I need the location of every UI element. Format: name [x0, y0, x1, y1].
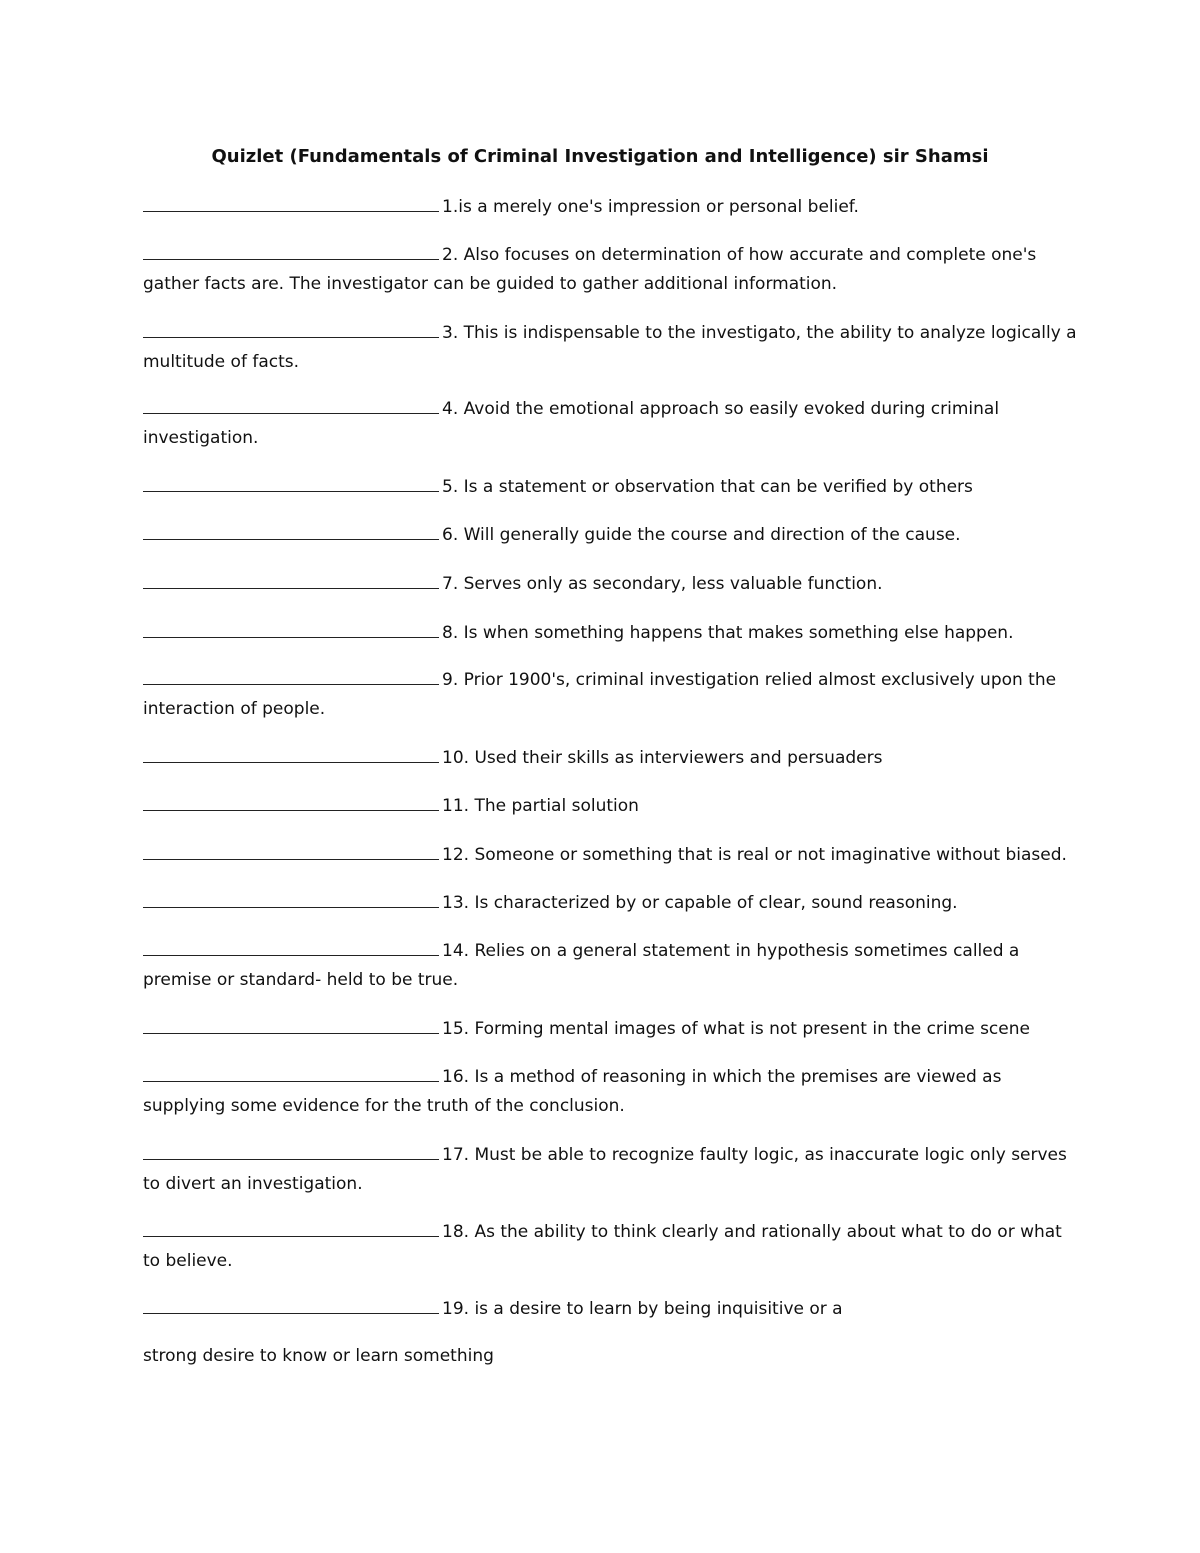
question-item [143, 471, 1058, 502]
answer-blank[interactable] [143, 839, 439, 860]
question-item [143, 664, 1058, 724]
question-item [143, 935, 1058, 995]
question-item [143, 742, 1058, 773]
question-text: 5. Is a statement or observation that can be verified by others [442, 477, 973, 497]
question-item [143, 1139, 1067, 1199]
question-item [143, 393, 1058, 453]
question-text: 8. Is when something happens that makes something else happen. [442, 623, 1014, 643]
answer-blank[interactable] [143, 887, 439, 908]
answer-blank[interactable] [143, 617, 439, 638]
question-item [143, 568, 1058, 599]
question-text: 15. Forming mental images of what is not present in the crime scene [442, 1019, 1030, 1039]
answer-blank[interactable] [143, 1293, 439, 1314]
question-text-continued: gather facts are. The investigator can be guided to gather additional information. [143, 274, 838, 294]
question-text: 14. Relies on a general statement in hypothesis sometimes called a [442, 941, 1020, 961]
answer-blank[interactable] [143, 664, 439, 685]
question-item [143, 239, 1058, 299]
answer-blank[interactable] [143, 239, 439, 260]
answer-blank[interactable] [143, 471, 439, 492]
answer-blank[interactable] [143, 1216, 439, 1237]
question-text: 3. This is indispensable to the investigato, the ability to analyze logically a [442, 323, 1077, 343]
question-text: 17. Must be able to recognize faulty logic, as inaccurate logic only serves [442, 1145, 1067, 1165]
question-text-continued: investigation. [143, 428, 259, 448]
answer-blank[interactable] [143, 191, 439, 212]
question-item [143, 191, 1058, 222]
question-item [143, 790, 1058, 821]
question-text: 9. Prior 1900's, criminal investigation relied almost exclusively upon the [442, 670, 1057, 690]
question-text-continued: to divert an investigation. [143, 1174, 363, 1194]
question-text: 19. is a desire to learn by being inquisitive or a [442, 1299, 843, 1319]
question-text: 4. Avoid the emotional approach so easily evoked during criminal [442, 399, 1000, 419]
question-text-continued: interaction of people. [143, 699, 326, 719]
answer-blank[interactable] [143, 1013, 439, 1034]
question-item [143, 317, 1077, 377]
question-item [143, 1013, 1058, 1044]
document-title: Quizlet (Fundamentals of Criminal Investigation and Intelligence) sir Shamsi [211, 146, 989, 167]
question-item [143, 839, 1067, 870]
answer-blank[interactable] [143, 1139, 439, 1160]
answer-blank[interactable] [143, 519, 439, 540]
question-text: 2. Also focuses on determination of how accurate and complete one's [442, 245, 1037, 265]
question-item [143, 887, 1058, 918]
question-text: 18. As the ability to think clearly and rationally about what to do or what [442, 1222, 1062, 1242]
question-text: 6. Will generally guide the course and direction of the cause. [442, 525, 961, 545]
answer-blank[interactable] [143, 568, 439, 589]
question-item [143, 1061, 1058, 1121]
question-item [143, 617, 1058, 648]
question-item [143, 519, 1058, 550]
answer-blank[interactable] [143, 935, 439, 956]
question-item [143, 1216, 1062, 1276]
question-text: 13. Is characterized by or capable of clear, sound reasoning. [442, 893, 958, 913]
answer-blank[interactable] [143, 742, 439, 763]
question-text: 11. The partial solution [442, 796, 639, 816]
question-text: 12. Someone or something that is real or not imaginative without biased. [442, 845, 1067, 865]
answer-blank[interactable] [143, 790, 439, 811]
question-text: 1.is a merely one's impression or personal belief. [442, 197, 859, 217]
answer-blank[interactable] [143, 393, 439, 414]
question-text-continued: premise or standard- held to be true. [143, 970, 459, 990]
answer-blank[interactable] [143, 317, 439, 338]
trailing-paragraph: strong desire to know or learn something [143, 1346, 494, 1366]
question-text-continued: supplying some evidence for the truth of the conclusion. [143, 1096, 625, 1116]
answer-blank[interactable] [143, 1061, 439, 1082]
question-text-continued: to believe. [143, 1251, 233, 1271]
question-text: 7. Serves only as secondary, less valuable function. [442, 574, 883, 594]
question-item [143, 1293, 1058, 1324]
question-text: 10. Used their skills as interviewers and persuaders [442, 748, 883, 768]
question-text: 16. Is a method of reasoning in which the premises are viewed as [442, 1067, 1002, 1087]
question-text-continued: multitude of facts. [143, 352, 300, 372]
